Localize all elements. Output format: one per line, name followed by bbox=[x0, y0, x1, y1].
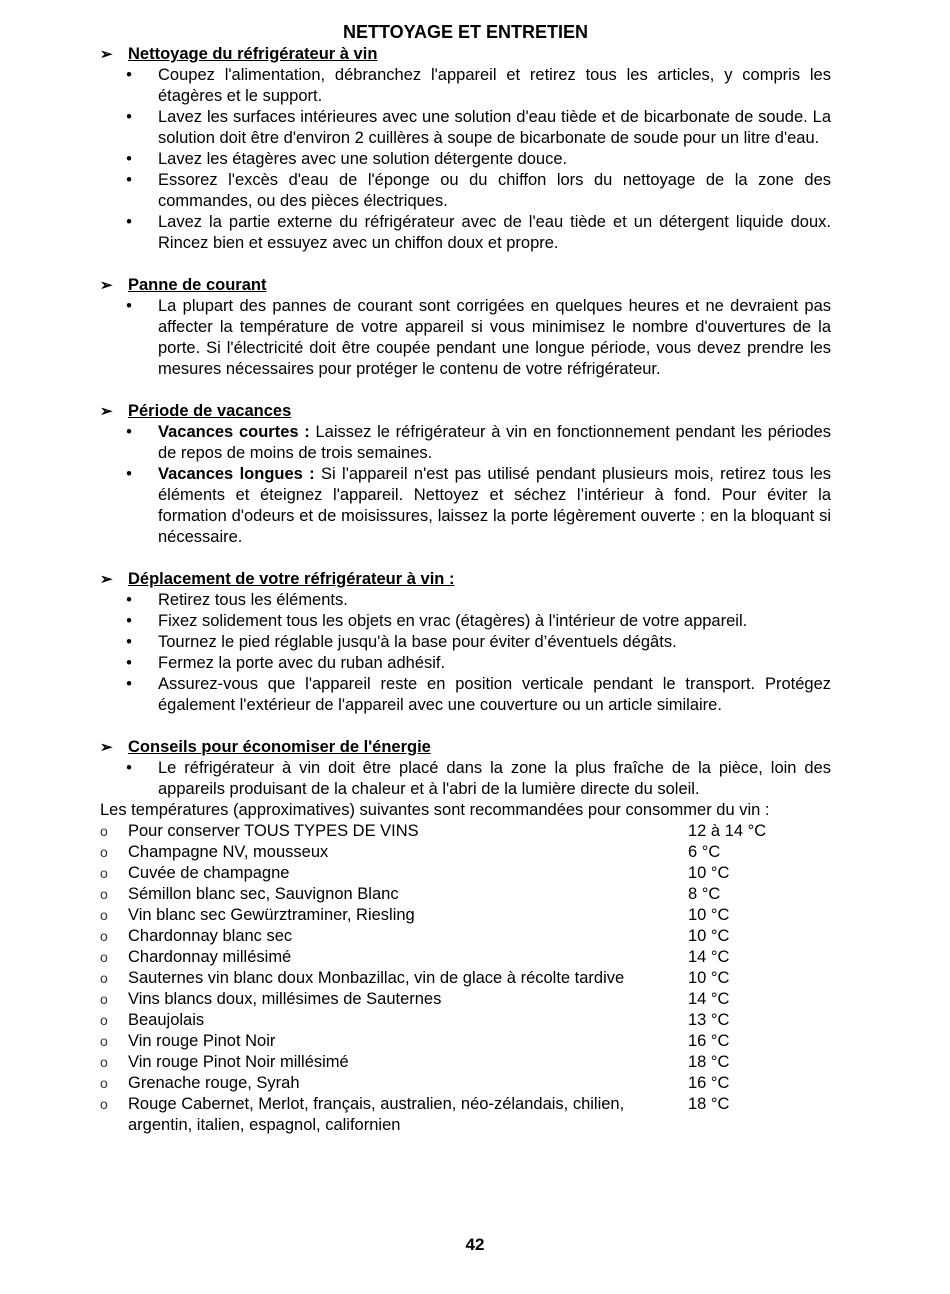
circle-bullet-icon: o bbox=[100, 907, 108, 923]
section bbox=[100, 737, 831, 800]
item-body: Coupez l'alimentation, débranchez l'appareil et retirez tous les articles, y compris les étagères et le support. bbox=[158, 66, 831, 105]
list-item bbox=[100, 674, 831, 716]
wine-type: Vin blanc sec Gewürztraminer, Riesling bbox=[128, 906, 415, 924]
temperature-row bbox=[100, 842, 831, 863]
temperature-row bbox=[100, 947, 831, 968]
wine-type: Rouge Cabernet, Merlot, français, australien, néo-zélandais, chilien, argentin, italien, espagnol, californien bbox=[128, 1095, 625, 1134]
list-item-text bbox=[158, 611, 831, 632]
bullet-dot-icon: • bbox=[126, 108, 132, 126]
temperature-row bbox=[100, 968, 831, 989]
list-item-text bbox=[158, 65, 831, 107]
list-item bbox=[100, 758, 831, 800]
temperature-value: 12 à 14 °C bbox=[688, 822, 767, 840]
temperature-row bbox=[100, 1052, 831, 1073]
bullet-dot-icon: • bbox=[126, 423, 132, 441]
temperature-row bbox=[100, 1010, 831, 1031]
bullet-dot-icon: • bbox=[126, 150, 132, 168]
bullet-dot-icon: • bbox=[126, 591, 132, 609]
list-item-text bbox=[158, 464, 831, 548]
wine-type: Sauternes vin blanc doux Monbazillac, vin de glace à récolte tardive bbox=[128, 969, 625, 987]
section-heading bbox=[100, 275, 831, 296]
circle-bullet-icon: o bbox=[100, 1054, 108, 1070]
bullet-dot-icon: • bbox=[126, 297, 132, 315]
temperature-row bbox=[100, 863, 831, 884]
item-body: Assurez-vous que l'appareil reste en position verticale pendant le transport. Protégez également l'extérieur de l'appareil avec une couverture ou un article similaire. bbox=[158, 675, 831, 714]
list-item-text bbox=[158, 632, 831, 653]
list-item bbox=[100, 632, 831, 653]
list-item-text bbox=[158, 107, 831, 149]
temperature-value: 18 °C bbox=[688, 1095, 730, 1113]
section bbox=[100, 44, 831, 254]
item-body: Le réfrigérateur à vin doit être placé dans la zone la plus fraîche de la pièce, loin des appareils produisant de la chaleur et à l'abri de la lumière directe du soleil. bbox=[158, 759, 831, 798]
temperature-value: 10 °C bbox=[688, 927, 730, 945]
temperature-value: 8 °C bbox=[688, 885, 721, 903]
bullet-dot-icon: • bbox=[126, 66, 132, 84]
circle-bullet-icon: o bbox=[100, 1033, 108, 1049]
item-label: Vacances longues : bbox=[158, 465, 315, 483]
temperature-row bbox=[100, 1031, 831, 1052]
circle-bullet-icon: o bbox=[100, 823, 108, 839]
temperature-list bbox=[100, 821, 831, 1136]
arrow-bullet-icon: ➢ bbox=[100, 277, 113, 294]
list-item bbox=[100, 107, 831, 149]
circle-bullet-icon: o bbox=[100, 991, 108, 1007]
bullet-list bbox=[100, 65, 831, 254]
list-item-text bbox=[158, 296, 831, 380]
item-body: Essorez l'excès d'eau de l'éponge ou du chiffon lors du nettoyage de la zone des commandes, ou des pièces électriques. bbox=[158, 171, 831, 210]
item-body: Fermez la porte avec du ruban adhésif. bbox=[158, 654, 446, 672]
list-item-text bbox=[158, 170, 831, 212]
item-body: Lavez la partie externe du réfrigérateur avec de l'eau tiède et un détergent liquide doux. Rincez bien et essuyez avec un chiffon doux et propre. bbox=[158, 213, 831, 252]
item-body: Lavez les étagères avec une solution détergente douce. bbox=[158, 150, 568, 168]
page-number: 42 bbox=[465, 1235, 485, 1254]
list-item-text bbox=[158, 422, 831, 464]
item-body: Lavez les surfaces intérieures avec une solution d'eau tiède et de bicarbonate de soude. La solution doit être d'environ 2 cuillères à soupe de bicarbonate de soude pour un litre d'eau. bbox=[158, 108, 831, 147]
temperature-value: 16 °C bbox=[688, 1032, 730, 1050]
section-title: Déplacement de votre réfrigérateur à vin : bbox=[128, 570, 455, 588]
bullet-dot-icon: • bbox=[126, 171, 132, 189]
list-item bbox=[100, 590, 831, 611]
temperature-row bbox=[100, 821, 831, 842]
section bbox=[100, 569, 831, 716]
list-item bbox=[100, 611, 831, 632]
arrow-bullet-icon: ➢ bbox=[100, 571, 113, 588]
bullet-list bbox=[100, 758, 831, 800]
temperature-intro: Les températures (approximatives) suivantes sont recommandées pour consommer du vin : bbox=[100, 801, 770, 819]
bullet-dot-icon: • bbox=[126, 759, 132, 777]
temperature-row bbox=[100, 989, 831, 1010]
section bbox=[100, 275, 831, 380]
list-item bbox=[100, 464, 831, 548]
temperature-row bbox=[100, 905, 831, 926]
wine-type: Champagne NV, mousseux bbox=[128, 843, 329, 861]
temperature-row bbox=[100, 926, 831, 947]
section-title: Nettoyage du réfrigérateur à vin bbox=[128, 45, 378, 63]
item-label: Vacances courtes : bbox=[158, 423, 310, 441]
wine-type: Vins blancs doux, millésimes de Sauternes bbox=[128, 990, 442, 1008]
circle-bullet-icon: o bbox=[100, 886, 108, 902]
item-body: La plupart des pannes de courant sont corrigées en quelques heures et ne devraient pas affecter la température de votre appareil si vous minimisez le nombre d'ouvertures de la porte. Si l'électricité doit être coupée pendant une longue période, vous devez prendre les mesures nécessaires pour protéger le contenu de votre réfrigérateur. bbox=[158, 297, 831, 378]
item-body: Retirez tous les éléments. bbox=[158, 591, 348, 609]
arrow-bullet-icon: ➢ bbox=[100, 403, 113, 420]
item-body: Si l'appareil n'est pas utilisé pendant plusieurs mois, retirez tous les éléments et éteignez l'appareil. Nettoyez et séchez l’intérieur à fond. Pour éviter la formation d'odeurs et de moisissures, laissez la porte légèrement ouverte : en la bloquant si nécessaire. bbox=[158, 465, 831, 546]
bullet-dot-icon: • bbox=[126, 465, 132, 483]
temperature-value: 6 °C bbox=[688, 843, 721, 861]
arrow-bullet-icon: ➢ bbox=[100, 46, 113, 63]
temperature-value: 10 °C bbox=[688, 969, 730, 987]
wine-type: Sémillon blanc sec, Sauvignon Blanc bbox=[128, 885, 399, 903]
section bbox=[100, 401, 831, 548]
circle-bullet-icon: o bbox=[100, 1075, 108, 1091]
list-item-text bbox=[158, 149, 831, 170]
circle-bullet-icon: o bbox=[100, 928, 108, 944]
list-item-text bbox=[158, 212, 831, 254]
section-heading bbox=[100, 44, 831, 65]
bullet-dot-icon: • bbox=[126, 675, 132, 693]
section-title: Conseils pour économiser de l'énergie bbox=[128, 738, 431, 756]
wine-type: Chardonnay millésimé bbox=[128, 948, 292, 966]
bullet-dot-icon: • bbox=[126, 612, 132, 630]
bullet-list bbox=[100, 422, 831, 548]
wine-type: Chardonnay blanc sec bbox=[128, 927, 293, 945]
bullet-list bbox=[100, 590, 831, 716]
arrow-bullet-icon: ➢ bbox=[100, 739, 113, 756]
item-body: Laissez le réfrigérateur à vin en fonctionnement pendant les périodes de repos de moins de trois semaines. bbox=[158, 423, 832, 462]
list-item-text bbox=[158, 590, 831, 611]
wine-type: Grenache rouge, Syrah bbox=[128, 1074, 300, 1092]
temperature-row bbox=[100, 1073, 831, 1094]
circle-bullet-icon: o bbox=[100, 844, 108, 860]
list-item bbox=[100, 653, 831, 674]
temperature-value: 10 °C bbox=[688, 906, 730, 924]
temperature-value: 13 °C bbox=[688, 1011, 730, 1029]
sections bbox=[100, 44, 831, 800]
temperature-row bbox=[100, 1094, 831, 1136]
bullet-dot-icon: • bbox=[126, 633, 132, 651]
temperature-value: 18 °C bbox=[688, 1053, 730, 1071]
wine-type: Beaujolais bbox=[128, 1011, 205, 1029]
document-page bbox=[100, 20, 831, 1136]
list-item bbox=[100, 212, 831, 254]
wine-type: Vin rouge Pinot Noir bbox=[128, 1032, 276, 1050]
bullet-list bbox=[100, 296, 831, 380]
list-item bbox=[100, 65, 831, 107]
temperature-row bbox=[100, 884, 831, 905]
list-item-text bbox=[158, 758, 831, 800]
list-item-text bbox=[158, 653, 831, 674]
temperature-value: 14 °C bbox=[688, 948, 730, 966]
circle-bullet-icon: o bbox=[100, 1096, 108, 1112]
bullet-dot-icon: • bbox=[126, 213, 132, 231]
circle-bullet-icon: o bbox=[100, 949, 108, 965]
page-title: NETTOYAGE ET ENTRETIEN bbox=[342, 22, 589, 42]
item-body: Tournez le pied réglable jusqu'à la base pour éviter d’éventuels dégâts. bbox=[158, 633, 677, 651]
list-item bbox=[100, 170, 831, 212]
bullet-dot-icon: • bbox=[126, 654, 132, 672]
temperature-value: 14 °C bbox=[688, 990, 730, 1008]
circle-bullet-icon: o bbox=[100, 865, 108, 881]
wine-type: Cuvée de champagne bbox=[128, 864, 290, 882]
temperature-value: 16 °C bbox=[688, 1074, 730, 1092]
circle-bullet-icon: o bbox=[100, 1012, 108, 1028]
temperature-value: 10 °C bbox=[688, 864, 730, 882]
section-heading bbox=[100, 401, 831, 422]
list-item bbox=[100, 296, 831, 380]
section-heading bbox=[100, 737, 831, 758]
wine-type: Vin rouge Pinot Noir millésimé bbox=[128, 1053, 349, 1071]
list-item bbox=[100, 422, 831, 464]
list-item-text bbox=[158, 674, 831, 716]
item-body: Fixez solidement tous les objets en vrac (étagères) à l'intérieur de votre appareil. bbox=[158, 612, 748, 630]
list-item bbox=[100, 149, 831, 170]
wine-type: Pour conserver TOUS TYPES DE VINS bbox=[128, 822, 419, 840]
section-title: Période de vacances bbox=[128, 402, 292, 420]
circle-bullet-icon: o bbox=[100, 970, 108, 986]
section-title: Panne de courant bbox=[128, 276, 267, 294]
section-heading bbox=[100, 569, 831, 590]
